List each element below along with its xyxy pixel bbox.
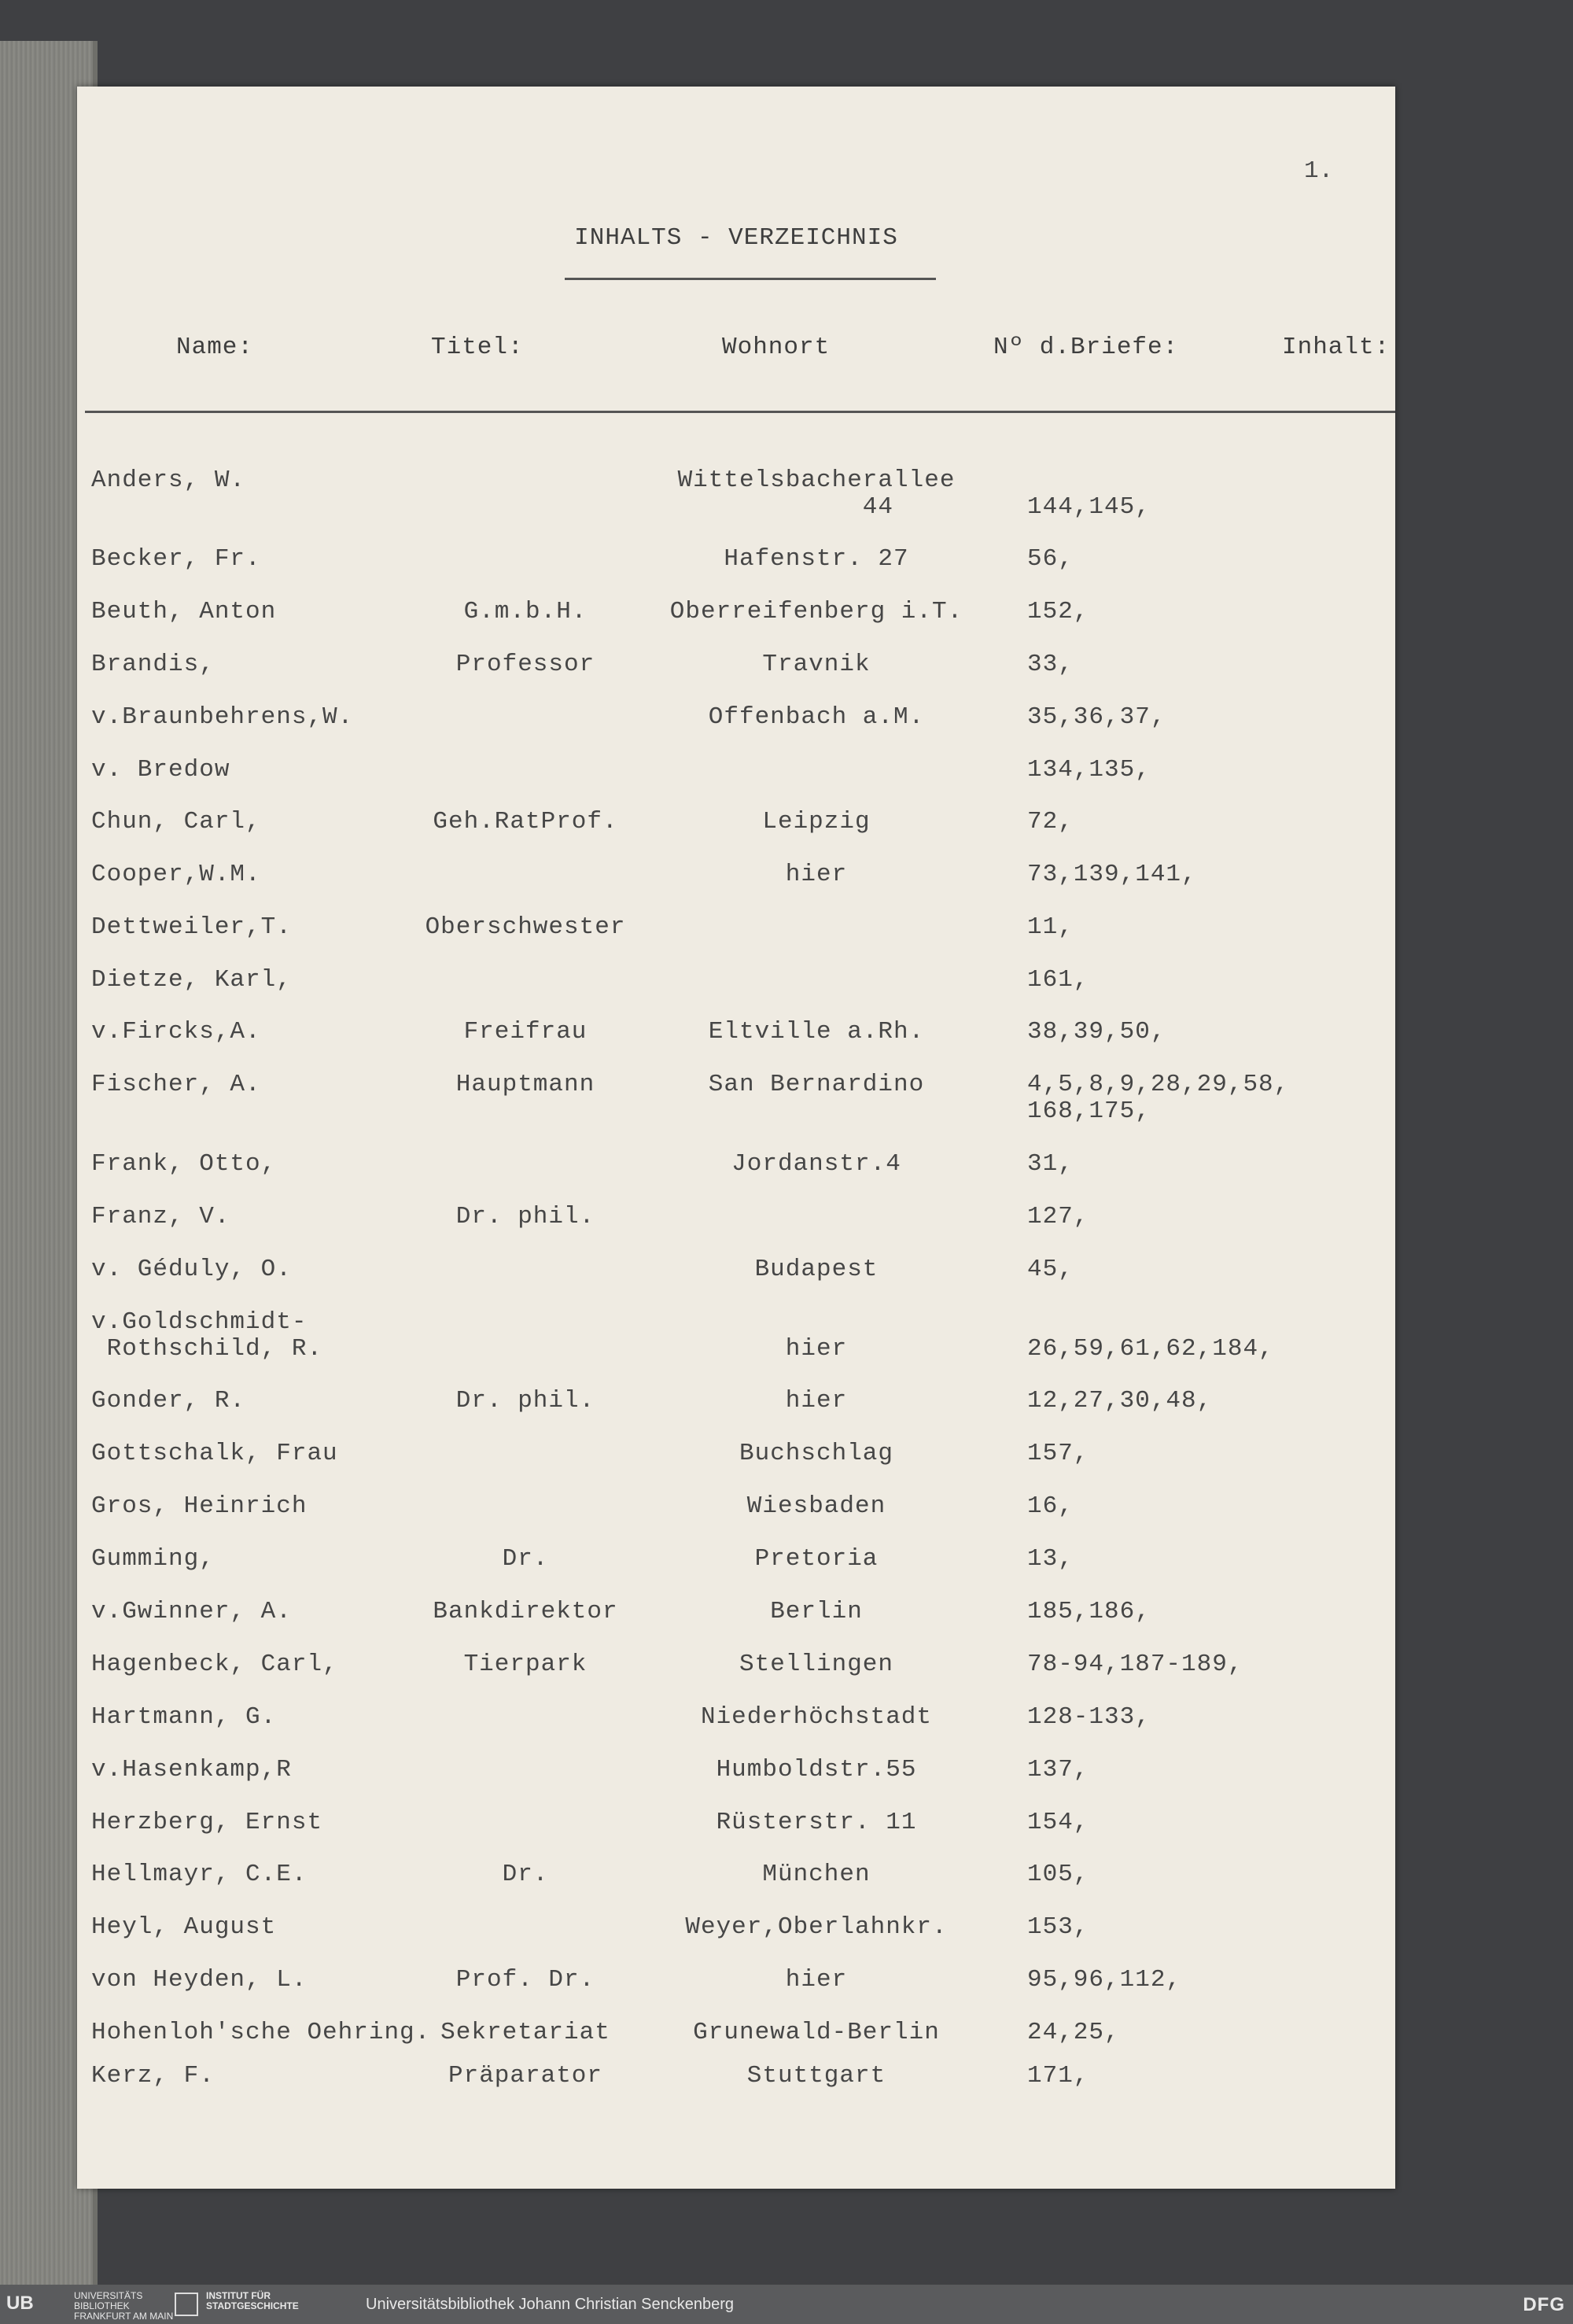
entry-letters: 11, <box>1027 913 1074 941</box>
table-row <box>77 1493 1395 1544</box>
column-header-name: Name: <box>176 334 254 361</box>
column-header-wohnort: Wohnort <box>722 334 831 361</box>
page-number: 1. <box>1304 157 1334 185</box>
entry-place: München <box>762 1861 871 1888</box>
entry-place: Budapest <box>754 1256 879 1283</box>
entry-letters: 154, <box>1027 1809 1089 1836</box>
entry-place: Hafenstr. 27 <box>724 545 909 573</box>
ub-logo-text <box>74 2291 173 2322</box>
entry-letters: 127, <box>1027 1203 1089 1230</box>
entry-title: Dr. phil. <box>455 1203 595 1230</box>
ub-logo-text-content: UNIVERSITÄTS BIBLIOTHEK FRANKFURT AM MAIN <box>74 2290 174 2322</box>
table-row <box>77 1757 1395 1807</box>
entry-place: Grunewald-Berlin <box>693 2019 940 2046</box>
entry-name: Franz, V. <box>91 1203 230 1230</box>
entry-letters: 152, <box>1027 598 1089 625</box>
table-row <box>77 967 1395 1017</box>
entry-name: Hartmann, G. <box>91 1703 277 1731</box>
entry-place: hier <box>785 1387 848 1415</box>
entry-name: Heyl, August <box>91 1913 277 1941</box>
entry-place: Jordanstr.4 <box>731 1150 901 1178</box>
entry-letters: 16, <box>1027 1492 1074 1520</box>
table-row <box>77 809 1395 859</box>
entry-name: v.Goldschmidt- Rothschild, R. <box>91 1308 323 1363</box>
entry-title: Dr. <box>502 1861 549 1888</box>
entry-name: Hellmayr, C.E. <box>91 1861 308 1888</box>
table-row <box>77 914 1395 965</box>
entry-name: Beuth, Anton <box>91 598 277 625</box>
entry-title: Oberschwester <box>425 913 626 941</box>
table-row <box>77 2063 1395 2113</box>
table-row <box>77 861 1395 912</box>
entry-title: Dr. <box>502 1545 549 1573</box>
table-row <box>77 546 1395 596</box>
entry-place: Stuttgart <box>746 2062 886 2090</box>
entry-place: Oberreifenberg i.T. <box>669 598 963 625</box>
table-row <box>77 1151 1395 1201</box>
entry-place: Wiesbaden <box>746 1492 886 1520</box>
entry-name: v.Fircks,A. <box>91 1018 261 1046</box>
entry-name: Kerz, F. <box>91 2062 215 2090</box>
entry-letters: 73,139,141, <box>1027 861 1197 888</box>
column-header-inhalt: Inhalt: <box>1282 334 1391 361</box>
dfg-logo: DFG <box>1523 2294 1565 2315</box>
entry-name: Dettweiler,T. <box>91 913 292 941</box>
entry-name: Gottschalk, Frau <box>91 1440 338 1467</box>
entry-letters: 185,186, <box>1027 1598 1151 1625</box>
entry-title: Dr. phil. <box>455 1387 595 1415</box>
entry-title: Präparator <box>448 2062 603 2090</box>
isg-logo-text <box>206 2291 299 2311</box>
entry-place: San Bernardino <box>708 1071 925 1098</box>
entry-letters: 13, <box>1027 1545 1074 1573</box>
table-row <box>77 1914 1395 1964</box>
entry-place: Leipzig <box>762 808 871 836</box>
entry-title: Hauptmann <box>455 1071 595 1098</box>
entry-letters: 171, <box>1027 2062 1089 2090</box>
entry-title: Freifrau <box>463 1018 588 1046</box>
table-row <box>77 1388 1395 1438</box>
entry-name: v.Hasenkamp,R <box>91 1756 292 1784</box>
title-underline <box>565 278 936 280</box>
entry-place: Rüsterstr. 11 <box>716 1809 917 1836</box>
entry-title: Prof. Dr. <box>455 1966 595 1994</box>
column-header-briefe: Nº d.Briefe: <box>993 334 1179 361</box>
entry-name: Dietze, Karl, <box>91 966 292 994</box>
table-row <box>77 1704 1395 1754</box>
entry-name: Cooper,W.M. <box>91 861 261 888</box>
table-row <box>77 1204 1395 1254</box>
entry-name: Anders, W. <box>91 467 246 494</box>
entry-letters: 78-94,187-189, <box>1027 1651 1243 1678</box>
entry-name: Hagenbeck, Carl, <box>91 1651 338 1678</box>
entry-letters: 105, <box>1027 1861 1089 1888</box>
entry-letters: 153, <box>1027 1913 1089 1941</box>
entry-letters: 95,96,112, <box>1027 1966 1182 1994</box>
isg-logo-text-content: INSTITUT FÜR STADTGESCHICHTE <box>206 2290 299 2311</box>
entry-name: Frank, Otto, <box>91 1150 277 1178</box>
entry-place: hier <box>785 861 848 888</box>
page-title: INHALTS - VERZEICHNIS <box>574 224 898 252</box>
entry-letters: 134,135, <box>1027 756 1151 784</box>
entry-letters: 161, <box>1027 966 1089 994</box>
entry-name: v.Gwinner, A. <box>91 1598 292 1625</box>
table-row <box>77 651 1395 702</box>
footer-bar <box>0 2285 1573 2324</box>
table-row <box>77 1967 1395 2017</box>
entry-title: Professor <box>455 651 595 678</box>
table-row <box>77 1256 1395 1307</box>
entry-place: Wittelsbacherallee 44 <box>677 467 956 521</box>
table-row <box>77 599 1395 649</box>
entry-name: Herzberg, Ernst <box>91 1809 323 1836</box>
entry-letters: 137, <box>1027 1756 1089 1784</box>
entry-letters: 157, <box>1027 1440 1089 1467</box>
entry-letters: 72, <box>1027 808 1074 836</box>
table-row <box>77 1071 1395 1125</box>
column-header-titel: Titel: <box>431 334 524 361</box>
entry-letters: 4,5,8,9,28,29,58, 168,175, <box>1027 1071 1290 1125</box>
entry-place: Niederhöchstadt <box>700 1703 933 1731</box>
header-rule <box>85 411 1395 413</box>
entry-letters: 12,27,30,48, <box>1027 1387 1213 1415</box>
ub-logo: UB <box>6 2293 34 2314</box>
table-row <box>77 757 1395 807</box>
entry-title: Bankdirektor <box>433 1598 618 1625</box>
footer-library-name: Universitätsbibliothek Johann Christian Senckenberg <box>366 2296 735 2313</box>
entry-letters: 144,145, <box>1027 493 1151 521</box>
entry-name: Gros, Heinrich <box>91 1492 308 1520</box>
entry-letters: 38,39,50, <box>1027 1018 1166 1046</box>
table-row <box>77 1809 1395 1860</box>
entry-title: Geh.RatProf. <box>433 808 618 836</box>
entry-letters: 33, <box>1027 651 1074 678</box>
entry-name: Gonder, R. <box>91 1387 246 1415</box>
entry-place: Travnik <box>762 651 871 678</box>
table-row <box>77 1861 1395 1912</box>
document-page <box>77 87 1395 2189</box>
entry-place: Humboldstr.55 <box>716 1756 917 1784</box>
entry-letters: 56, <box>1027 545 1074 573</box>
entry-place: hier <box>785 1335 848 1363</box>
table-row <box>77 1441 1395 1491</box>
entry-place: Eltville a.Rh. <box>708 1018 925 1046</box>
table-row <box>77 1019 1395 1069</box>
entry-name: von Heyden, L. <box>91 1966 308 1994</box>
isg-logo-icon <box>175 2293 198 2316</box>
entry-title: Sekretariat <box>440 2019 610 2046</box>
entry-name: Chun, Carl, <box>91 808 261 836</box>
entry-place: Pretoria <box>754 1545 879 1573</box>
entry-name: Fischer, A. <box>91 1071 261 1098</box>
entry-letters: 31, <box>1027 1150 1074 1178</box>
entry-letters: 45, <box>1027 1256 1074 1283</box>
entry-place: Berlin <box>770 1598 863 1625</box>
table-row <box>77 1308 1395 1363</box>
table-row <box>77 1651 1395 1702</box>
entry-letters: 26,59,61,62,184, <box>1027 1335 1274 1363</box>
entry-letters: 128-133, <box>1027 1703 1151 1731</box>
entry-name: v.Braunbehrens,W. <box>91 703 354 731</box>
entry-place: Buchschlag <box>739 1440 894 1467</box>
entry-name: Brandis, <box>91 651 215 678</box>
entry-place: hier <box>785 1966 848 1994</box>
entry-name: v. Bredow <box>91 756 230 784</box>
entry-place: Stellingen <box>739 1651 894 1678</box>
entry-name: Becker, Fr. <box>91 545 261 573</box>
entry-name: Hohenloh'sche Oehring. <box>91 2019 431 2046</box>
entry-name: v. Géduly, O. <box>91 1256 292 1283</box>
entry-title: Tierpark <box>463 1651 588 1678</box>
entry-title: G.m.b.H. <box>463 598 588 625</box>
table-row <box>77 1599 1395 1649</box>
table-row <box>77 467 1395 521</box>
entry-name: Gumming, <box>91 1545 215 1573</box>
entry-place: Weyer,Oberlahnkr. <box>685 1913 948 1941</box>
table-row <box>77 704 1395 754</box>
table-row <box>77 1546 1395 1596</box>
entry-letters: 35,36,37, <box>1027 703 1166 731</box>
entry-letters: 24,25, <box>1027 2019 1120 2046</box>
entry-place: Offenbach a.M. <box>708 703 925 731</box>
